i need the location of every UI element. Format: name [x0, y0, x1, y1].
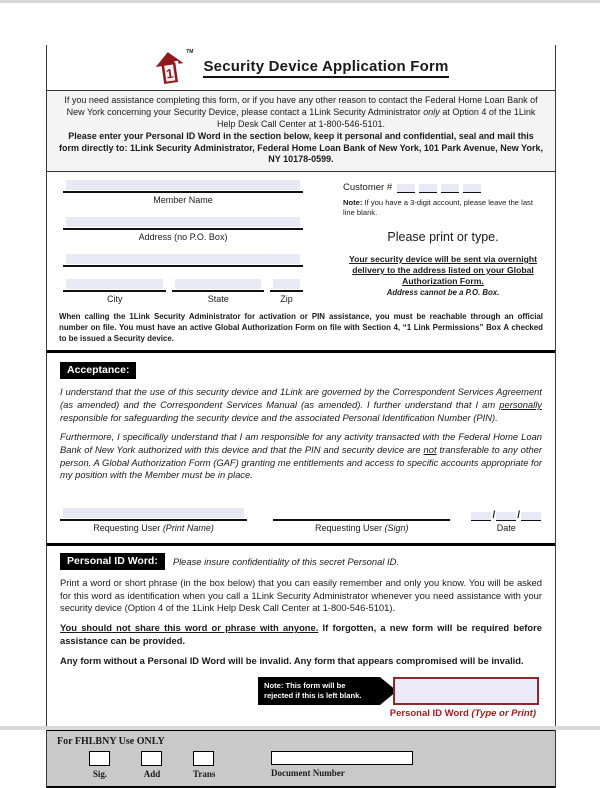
requesting-user-print-input[interactable] — [63, 508, 244, 518]
address-line2-field[interactable] — [63, 254, 303, 267]
1link-logo-icon — [153, 49, 194, 85]
calling-note: When calling the 1Link Security Administrator for activation or PIN assistance, you must be reachable through an official number on file. You must have an active Global Authorization Form on file with Section 4, “1 Link Permissions” Box A checked to be issued a Security device. — [59, 312, 543, 343]
instruction-box — [47, 90, 555, 172]
logo-tm-text: TM — [186, 49, 194, 55]
security-device-application-form — [46, 45, 556, 788]
instruction-text: If you need assistance completing this form, or if you have any other reason to contact the Federal Home Loan Bank of New York concerning your Security Device, please contact a 1Link Security Administrator — [64, 95, 538, 117]
state-label: State — [207, 294, 229, 305]
member-name-label: Member Name — [153, 195, 213, 206]
personal-id-word-subtitle: Please insure confidentiality of this secret Personal ID. — [172, 556, 399, 568]
customer-number-label: Customer # — [343, 182, 393, 194]
member-address-block — [63, 180, 303, 304]
instruction-text-cont: at Option 4 of the 1Link Help Desk Call Center at 1-800-546-5101. — [216, 106, 536, 129]
add-checkbox-label: Add — [143, 769, 161, 780]
pid-paragraph-3: Any form without a Personal ID Word will be invalid. Any form that appears compromised will be invalid. — [60, 654, 524, 666]
requesting-user-sign-field[interactable] — [273, 508, 450, 521]
page-title: Security Device Application Form — [203, 58, 448, 78]
requesting-user-print-field[interactable] — [60, 508, 247, 521]
customer-number-blank-1[interactable] — [397, 184, 415, 193]
personal-id-word-heading: Personal ID Word: — [60, 553, 165, 570]
member-name-input[interactable] — [66, 180, 300, 190]
form-header — [47, 45, 555, 90]
requesting-user-sign-label: Requesting User (Sign) — [314, 523, 409, 534]
sig-checkbox-label: Sig. — [92, 769, 108, 780]
city-label: City — [106, 294, 123, 305]
address-input[interactable] — [66, 217, 300, 227]
customer-number-blank-4[interactable] — [463, 184, 481, 193]
pid-paragraph-2: You should not share this word or phrase with anyone. If forgotten, a new form will be required before assistance can be provided. — [60, 622, 542, 646]
pid-entry-row — [60, 677, 539, 705]
add-checkbox[interactable] — [141, 751, 162, 766]
state-field[interactable] — [172, 279, 264, 292]
date-month-blank[interactable] — [471, 512, 491, 521]
zip-input[interactable] — [273, 279, 300, 289]
date-day-blank[interactable] — [496, 512, 516, 521]
svg-text:1: 1 — [165, 65, 175, 82]
personal-id-word-box-label: Personal ID Word (Type or Print) — [389, 708, 536, 720]
customer-number-blank-3[interactable] — [441, 184, 459, 193]
delivery-note: Your security device will be sent via overnight delivery to the address listed on your Global Authorization Form. — [348, 253, 537, 287]
customer-number-row — [343, 182, 543, 193]
document-number-input[interactable] — [271, 751, 413, 765]
print-or-type-note: Please print or type. — [387, 229, 499, 244]
pid-rejection-callout — [258, 677, 397, 705]
acceptance-section — [47, 353, 555, 482]
acceptance-heading: Acceptance: — [60, 362, 136, 379]
personal-id-word-input[interactable] — [393, 677, 539, 705]
instruction-mailing: Please enter your Personal ID Word in the section below, keep it personal and confidential, seal and mail this form directly to: 1Link Security Administrator, Federal Home Loan Bank of New York, 101 Park Avenue, New York, NY 10178-0599. — [59, 130, 543, 165]
city-field[interactable] — [63, 279, 166, 292]
city-input[interactable] — [66, 279, 163, 289]
pid-paragraph-1: Print a word or short phrase (in the box below) that you can easily remember and only you know. You will be asked for this word as identification when you call a 1Link Security Administrator whenever you need assistance with your security device (Option 4 of the 1Link Help Desk Call Center at 1-800-546-5101). — [60, 577, 542, 614]
acceptance-paragraph-1: I understand that the use of this security device and 1Link are governed by the Correspondent Services Agreement (as amended) and the Correspondent Services Manual (as amended). I further understand that I am personally responsible for safeguarding the security device and the associated Personal Identification Number (PIN). — [60, 386, 542, 423]
trans-checkbox[interactable] — [193, 751, 214, 766]
pobox-note: Address cannot be a P.O. Box. — [386, 288, 500, 298]
city-state-zip-row — [63, 279, 303, 304]
trans-checkbox-label: Trans — [193, 769, 216, 780]
personal-id-word-section — [47, 546, 555, 719]
signature-row — [47, 508, 555, 533]
date-year-blank[interactable] — [521, 512, 541, 521]
account-note: Note: If you have a 3-digit account, please leave the last line blank. — [343, 198, 533, 218]
address-label: Address (no P.O. Box) — [138, 232, 228, 243]
member-right-column — [303, 180, 543, 304]
address-line2-input[interactable] — [66, 254, 300, 264]
date-label: Date — [496, 523, 516, 534]
fhlbny-use-only-title: For FHLBNY Use ONLY — [57, 736, 165, 748]
page-top-edge — [0, 0, 600, 3]
member-name-field[interactable] — [63, 180, 303, 193]
office-controls-row — [57, 751, 545, 779]
state-input[interactable] — [175, 279, 261, 289]
address-field[interactable] — [63, 217, 303, 230]
zip-label: Zip — [280, 294, 293, 305]
sig-checkbox[interactable] — [89, 751, 110, 766]
instruction-only-italic: only — [423, 106, 440, 117]
document-number-label: Document Number — [271, 768, 345, 779]
customer-number-blank-2[interactable] — [419, 184, 437, 193]
fhlbny-use-only-section — [47, 729, 555, 788]
requesting-user-print-label: Requesting User (Print Name) — [93, 523, 214, 534]
acceptance-paragraph-2: Furthermore, I specifically understand that I am responsible for any activity transacted with the Federal Home Loan Bank of New York authorized with this device and that the PIN and security device are not transferable to any other person. A Global Authorization Form (GAF) granting me entitlements and access to specific accounts appropriate for my position with the Member must be in place. — [60, 431, 542, 481]
pid-rejection-note: Note: This form will be rejected if this is left blank. — [258, 677, 380, 705]
date-field[interactable]: / / — [470, 510, 542, 521]
zip-field[interactable] — [270, 279, 303, 292]
member-info-section — [47, 172, 555, 304]
page-bottom-edge — [0, 726, 600, 730]
